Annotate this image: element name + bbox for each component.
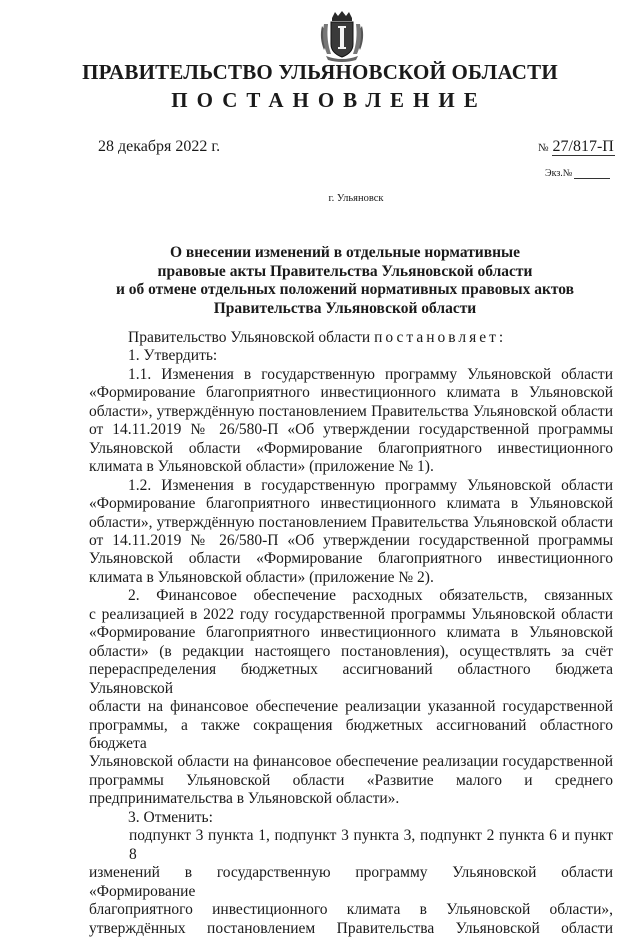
item-2-line: области на финансовое обеспечение реализации указанной государственной [89, 698, 613, 716]
number-sign: № [538, 142, 549, 154]
item-1-2-line: области», утверждённую постановлением Правительства Ульяновской области [89, 513, 613, 531]
heading-line: правовые акты Правительства Ульяновской области [157, 262, 533, 280]
item-1-1-line: «Формирование благоприятного инвестиционного климата в Ульяновской [89, 384, 613, 402]
item-3-line: изменений в государственную программу Ульяновской области «Формирование [89, 864, 613, 900]
item-2-line: «Формирование благоприятного инвестиционного климата в Ульяновской [89, 624, 613, 642]
copy-number-label: Экз.№ [545, 168, 573, 179]
document-type: ПОСТАНОВЛЕНИЕ [171, 88, 487, 112]
item-1-2-line: «Формирование благоприятного инвестиционного климата в Ульяновской [89, 495, 613, 513]
item-1-1-line: области», утверждённую постановлением Правительства Ульяновской области [89, 402, 613, 420]
intro-line [89, 329, 613, 347]
document-date: 28 декабря 2022 г. [98, 138, 221, 155]
item-1-2-line: климата в Ульяновской области» (приложение № 2). [89, 568, 434, 586]
item-3-line: подпункт 3 пункта 1, подпункт 3 пункта 3, подпункт 2 пункта 6 и пункт 8 [129, 827, 613, 863]
item-2-line: 2. Финансовое обеспечение расходных обязательств, связанных [128, 587, 613, 605]
item-2-line: области» (в редакции настоящего постановления), осуществлять за счёт [89, 642, 613, 660]
item-2-line: с реализацией в 2022 году государственной программы Ульяновской области [89, 605, 613, 623]
item-1-1-line: от 14.11.2019 № 26/580-П «Об утверждении государственной программы [89, 421, 613, 439]
item-2-line: Ульяновской области на финансовое обеспечение реализации государственной [89, 753, 613, 771]
intro-prefix: Правительство Ульяновской области [128, 329, 371, 346]
item-1-2-line: от 14.11.2019 № 26/580-П «Об утверждении государственной программы [89, 531, 613, 549]
document-body [89, 329, 613, 938]
city: г. Ульяновск [328, 193, 384, 204]
document-number: 27/817-П [552, 138, 614, 155]
item-2-line: программы Ульяновской области «Развитие малого и среднего [89, 771, 613, 789]
copy-number-line [574, 178, 610, 179]
item-1-1-line: Ульяновской области «Формирование благоприятного инвестиционного [89, 439, 613, 457]
copy-number-block [545, 168, 610, 179]
heading-line: О внесении изменений в отдельные нормативные [169, 244, 521, 261]
item-1-1-line: климата в Ульяновской области» (приложение № 1). [89, 458, 434, 476]
heading-line: Правительства Ульяновской области [213, 300, 477, 318]
ulyanovsk-coat-of-arms-icon [318, 10, 366, 62]
item-3-line: благоприятного инвестиционного климата в Ульяновской области», [89, 901, 613, 919]
item-3-line: утверждённых постановлением Правительства Ульяновской области [89, 919, 613, 937]
item-1-2-line: 1.2. Изменения в государственную программу Ульяновской области [128, 476, 613, 494]
intro-verb: постановляет: [374, 329, 507, 346]
item-2-line: программы, а также сокращения бюджетных ассигнований областного бюджета [89, 716, 613, 752]
item-3: 3. Отменить: [128, 808, 213, 826]
item-1: 1. Утвердить: [128, 347, 218, 365]
heading-line: и об отмене отдельных положений нормативных правовых актов [115, 281, 575, 299]
item-2-line: предпринимательства в Ульяновской области». [89, 790, 400, 808]
item-1-1-line: 1.1. Изменения в государственную программу Ульяновской области [128, 365, 613, 383]
document-heading [0, 244, 640, 319]
item-2-line: перераспределения бюджетных ассигнований областного бюджета Ульяновской [89, 661, 613, 697]
item-1-2-line: Ульяновской области «Формирование благоприятного инвестиционного [89, 550, 613, 568]
government-title: ПРАВИТЕЛЬСТВО УЛЬЯНОВСКОЙ ОБЛАСТИ [82, 60, 558, 84]
document-number-block [538, 138, 615, 156]
